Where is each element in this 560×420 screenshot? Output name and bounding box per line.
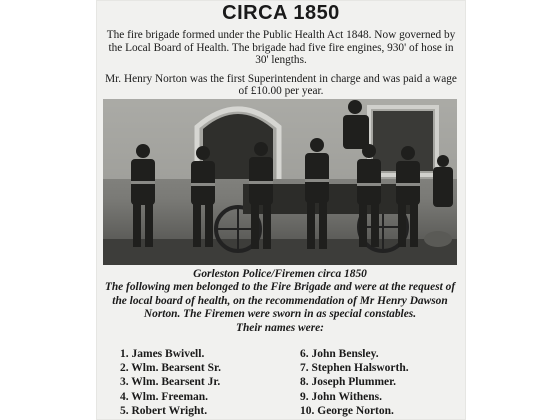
list-item: 8. Joseph Plummer. xyxy=(300,376,397,389)
photo-caption xyxy=(100,268,460,335)
intro-paragraph-2: Mr. Henry Norton was the first Superintendent in charge and was paid a wage of £10.00 per year. xyxy=(105,72,457,98)
list-item: 2. Wlm. Bearsent Sr. xyxy=(120,362,221,375)
list-item: 5. Robert Wright. xyxy=(120,404,208,417)
caption-body: The following men belonged to the Fire Brigade and were at the request of the local board of health, on the recommendation of Mr Henry Dawson Norton. The Firemen were sworn in as special constables. xyxy=(104,281,456,321)
list-item: 4. Wlm. Freeman. xyxy=(120,390,209,403)
list-item: 7. Stephen Halsworth. xyxy=(300,362,409,375)
list-item: 10. George Norton. xyxy=(300,404,394,417)
names-heading: Their names were: xyxy=(236,321,324,334)
caption-title: Gorleston Police/Firemen circa 1850 xyxy=(193,268,367,280)
intro-text xyxy=(102,29,460,104)
names-column-left xyxy=(120,347,221,418)
photograph-image xyxy=(103,99,457,265)
list-item: 3. Wlm. Bearsent Jr. xyxy=(120,376,221,389)
list-item: 9. John Withens. xyxy=(300,390,383,403)
document-title: CIRCA 1850 xyxy=(222,2,340,24)
list-item: 6. John Bensley. xyxy=(300,348,379,360)
historical-photograph xyxy=(103,99,457,265)
list-item: 1. James Bwivell. xyxy=(120,348,205,360)
intro-paragraph-1: The fire brigade formed under the Public Health Act 1848. Now governed by the Local Board of Health. The brigade had five fire engines, 930' of hose in 30' lengths. xyxy=(106,29,456,67)
names-column-right xyxy=(300,347,409,418)
